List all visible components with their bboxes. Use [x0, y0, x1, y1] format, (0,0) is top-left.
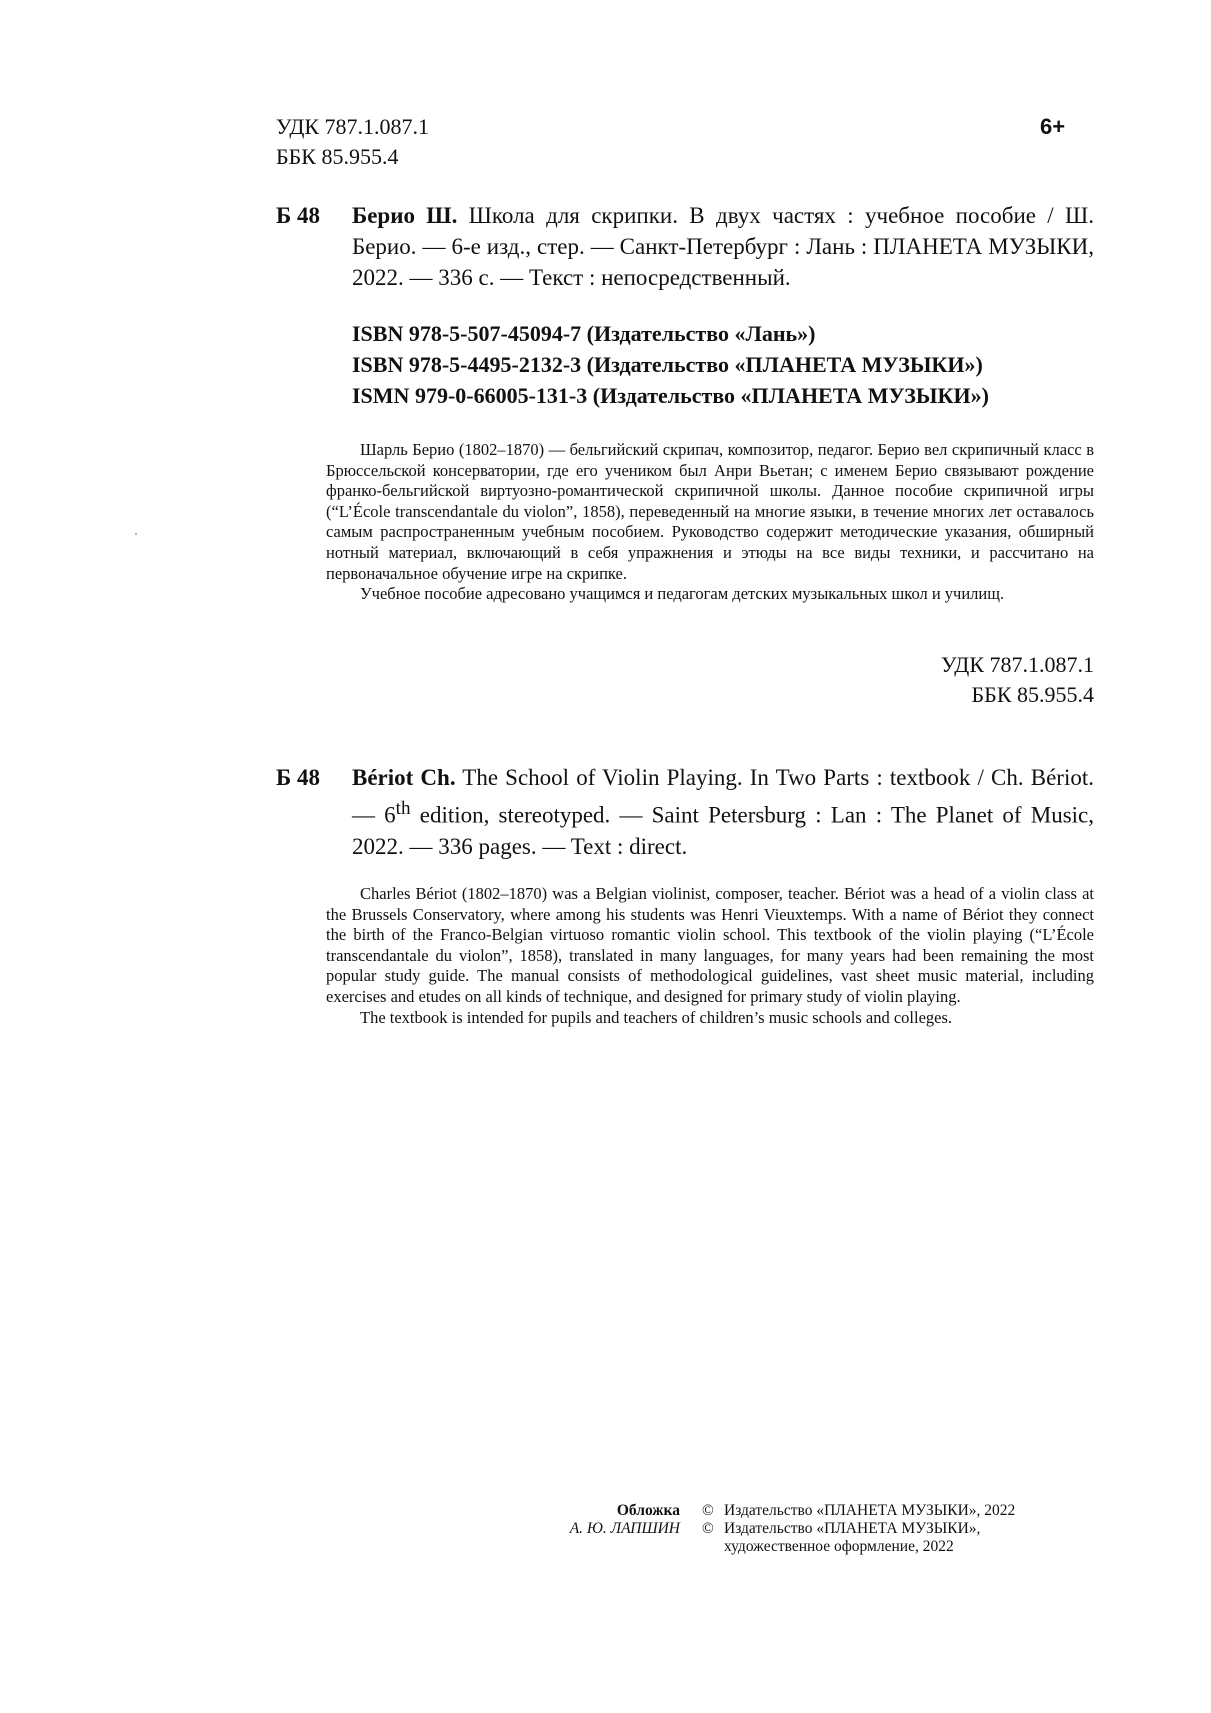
author-name: Берио Ш. [352, 203, 458, 228]
copyright-notices [702, 1502, 1015, 1556]
udk-code: УДК 787.1.087.1 [276, 114, 430, 139]
cover-credit [520, 1502, 680, 1538]
abstract-paragraph: The textbook is intended for pupils and teachers of children’s music schools and colleges. [360, 1007, 953, 1027]
isbn-list [352, 318, 989, 411]
author-code: Б 48 [276, 765, 320, 790]
entry-text [352, 200, 1094, 293]
classification-right [860, 650, 1094, 710]
edition-superscript: th [395, 798, 411, 819]
catalog-entry-ru [276, 200, 1094, 293]
cover-artist: А. Ю. ЛАПШИН [569, 1520, 680, 1537]
cover-label: Обложка [616, 1502, 680, 1519]
copyright-line [702, 1502, 1015, 1520]
udk-code: УДК 787.1.087.1 [940, 652, 1094, 677]
copyright-line-cont: художественное оформление, 2022 [724, 1538, 954, 1555]
isbn-planeta: ISBN 978-5-4495-2132-3 (Издательство «ПЛАНЕТА МУЗЫКИ») [352, 352, 983, 377]
copyright-text: Издательство «ПЛАНЕТА МУЗЫКИ», 2022 [724, 1502, 1016, 1519]
entry-description: Школа для скрипки. В двух частях : учебное пособие / Ш. Берио. — 6-е изд., стер. — Санкт-Петербург : Лань : ПЛАНЕТА МУЗЫКИ, 2022. — 336 с. — Текст : непосредственный. [352, 203, 1094, 290]
bbk-code: ББК 85.955.4 [971, 682, 1094, 707]
isbn-lan: ISBN 978-5-507-45094-7 (Издательство «Лань») [352, 321, 816, 346]
author-code: Б 48 [276, 203, 320, 228]
catalog-entry-en [276, 762, 1094, 862]
abstract-paragraph: Charles Bériot (1802–1870) was a Belgian violinist, composer, teacher. Bériot was a head of a violin class at the Brussels Conservatory, where among his students was Henri Vieuxtemps. With a name of Bériot they connect the birth of the Franco-Belgian virtuoso romantic violin school. This textbook of the violin playing (“L’École transcendantale du violon”, 1858), translated in many languages, for many years had been remaining the most popular study guide. The manual consists of methodological guidelines, vast sheet music material, including exercises and etudes on all kinds of technique, and designed for primary study of violin playing. [326, 884, 1094, 1006]
bbk-code: ББК 85.955.4 [276, 144, 399, 169]
copyright-symbol: © [702, 1502, 714, 1519]
age-rating: 6+ [1040, 114, 1066, 139]
classification-top [276, 112, 429, 172]
entry-text [352, 762, 1094, 862]
abstract-paragraph: Учебное пособие адресовано учащимся и педагогам детских музыкальных школ и училищ. [360, 584, 1005, 604]
author-name: Bériot Ch. [352, 765, 456, 790]
entry-description-cont: edition, stereotyped. — Saint Petersburg : Lan : The Planet of Music, 2022. — 336 pages. — Text : direct. [352, 802, 1095, 859]
copyright-line [702, 1520, 1015, 1538]
abstract-en [326, 884, 1094, 1028]
scan-speck [135, 533, 137, 535]
abstract-ru [326, 440, 1094, 605]
entry-description: The School of Violin Playing. In Two Parts : textbook / Ch. Bériot. — 6 [352, 765, 1094, 828]
abstract-paragraph: Шарль Берио (1802–1870) — бельгийский скрипач, композитор, педагог. Берио вел скрипичный класс в Брюссельской консерватории, где его учеником был Анри Вьетан; с именем Берио связывают рождение франко-бельгийской виртуозно-романтической скрипичной школы. Данное пособие скрипичной игры (“L’École transcendantale du violon”, 1858), переведенный на многие языки, в течение многих лет оставалось самым распространенным учебным пособием. Руководство содержит методические указания, обширный нотный материал, включающий в себя упражнения и этюды на все виды техники, и рассчитано на первоначальное обучение игре на скрипке. [326, 440, 1094, 583]
ismn-planeta: ISMN 979-0-66005-131-3 (Издательство «ПЛАНЕТА МУЗЫКИ») [352, 383, 989, 408]
copyright-symbol: © [702, 1520, 714, 1537]
copyright-text: Издательство «ПЛАНЕТА МУЗЫКИ», [724, 1520, 981, 1537]
